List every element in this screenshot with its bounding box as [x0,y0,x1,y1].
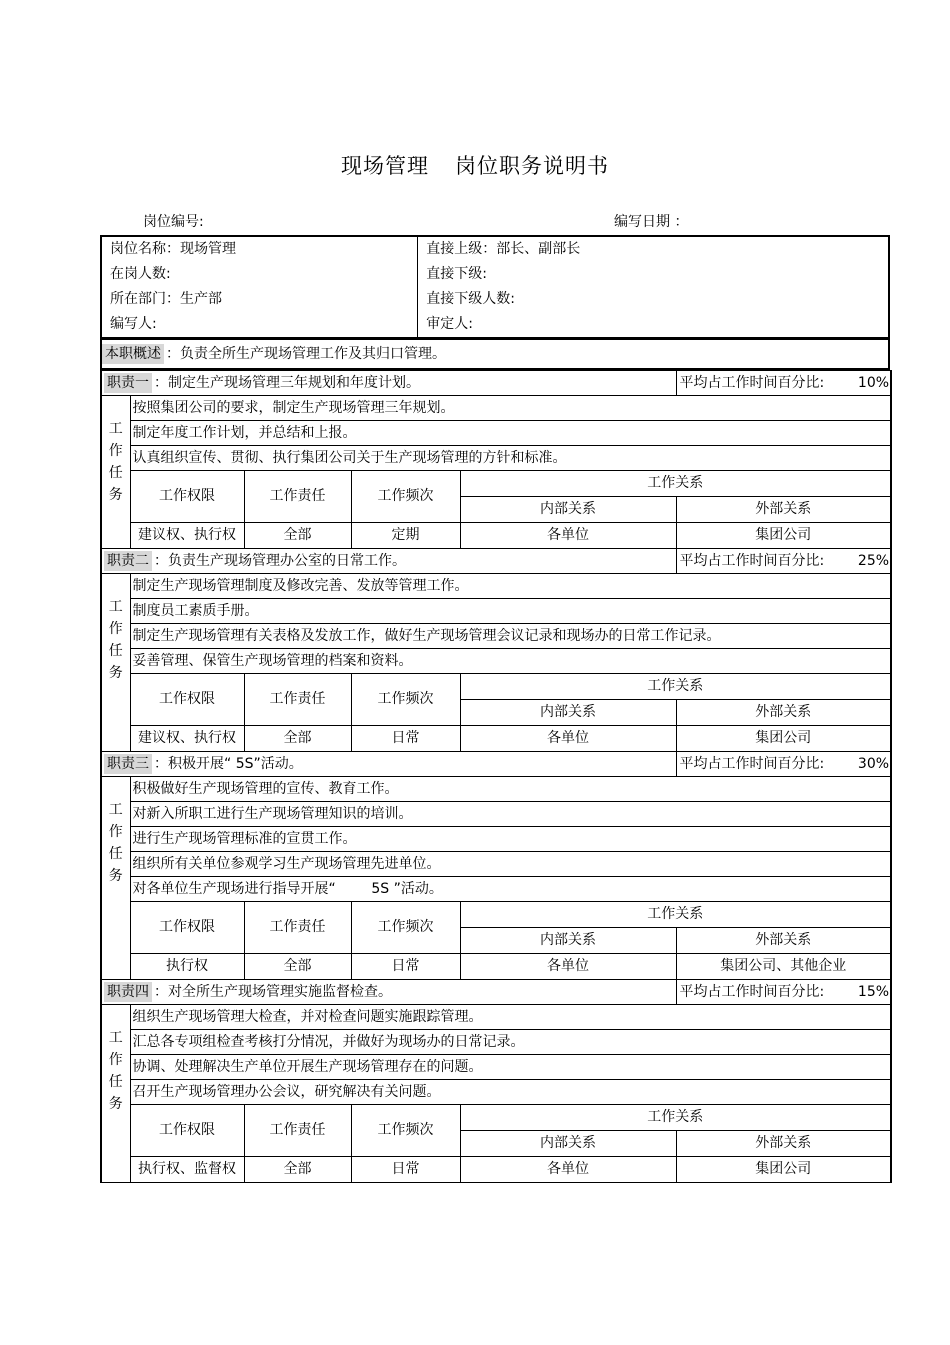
authority-value: 执行权 [130,954,244,980]
external-value: 集团公司、其他企业 [676,954,891,980]
pct-value: 25% [857,553,890,569]
task-text: 制定生产现场管理制度及修改完善、发放等管理工作。 [130,574,891,599]
external-header: 外部关系 [676,497,891,523]
task-text: 召开生产现场管理办公会议，研究解决有关问题。 [130,1080,891,1105]
task-row [101,649,891,674]
task-row [101,852,891,877]
duty-pct-cell [676,371,891,396]
task-text: 制定生产现场管理有关表格及发放工作，做好生产现场管理会议记录和现场办的日常工作记录。 [130,624,891,649]
relation-header-row [101,1105,891,1131]
task-label-char: 工 [108,599,123,615]
task-text: 制定年度工作计划，并总结和上报。 [130,421,891,446]
department: 所在部门：生产部 [110,291,222,307]
task-label-char: 工 [108,1030,123,1046]
summary-text: ：负责全所生产现场管理工作及其归口管理。 [166,346,446,362]
internal-header: 内部关系 [460,928,676,954]
info-left-column [101,236,418,338]
external-value: 集团公司 [676,523,891,549]
responsibility-header: 工作责任 [244,674,351,726]
task-row [101,777,891,802]
duty-header-row [101,549,891,574]
authority-header: 工作权限 [130,1105,244,1157]
authority-value: 建议权、执行权 [130,523,244,549]
task-row [101,877,891,902]
summary-label: 本职概述 [102,344,164,364]
task-text: 组织所有关单位参观学习生产现场管理先进单位。 [130,852,891,877]
relation-value-row [101,726,891,752]
frequency-value: 日常 [351,954,460,980]
relation-header-row [101,471,891,497]
task-label-char: 作 [108,443,123,459]
task-label-char: 务 [108,487,123,503]
pct-label: 平均占工作时间百分比: [679,984,825,1000]
task-text: 妥善管理、保管生产现场管理的档案和资料。 [130,649,891,674]
pct-value: 30% [857,756,890,772]
task-text: 按照集团公司的要求，制定生产现场管理三年规划。 [130,396,891,421]
direct-subordinates: 直接下级: [426,266,488,282]
external-header: 外部关系 [676,928,891,954]
duty-header-row [101,371,891,396]
task-label-char: 作 [108,1052,123,1068]
task-text: 汇总各专项组检查考核打分情况，并做好为现场办的日常记录。 [130,1030,891,1055]
internal-value: 各单位 [460,1157,676,1183]
duty-title: ：积极开展“ 5S”活动。 [154,756,303,772]
duty-title: ：对全所生产现场管理实施监督检查。 [154,984,392,1000]
task-text: 对新入所职工进行生产现场管理知识的培训。 [130,802,891,827]
task-text: 认真组织宣传、贯彻、执行集团公司关于生产现场管理的方针和标准。 [130,446,891,471]
task-label-char: 务 [108,1096,123,1112]
pct-value: 10% [857,375,890,391]
task-text: 制度员工素质手册。 [130,599,891,624]
duty-title: ：制定生产现场管理三年规划和年度计划。 [154,375,420,391]
frequency-header: 工作频次 [351,471,460,523]
task-row [101,1030,891,1055]
internal-header: 内部关系 [460,497,676,523]
task-vertical-label [101,574,130,752]
duty-title-cell [101,752,676,777]
info-right-column [418,236,889,338]
responsibility-value: 全部 [244,726,351,752]
authority-value: 建议权、执行权 [130,726,244,752]
position-name: 岗位名称：现场管理 [110,241,236,257]
post-code-label: 岗位编号: [143,214,204,230]
relation-value-row [101,523,891,549]
task-row [101,599,891,624]
task-row [101,802,891,827]
relations-header: 工作关系 [460,902,891,928]
duty-label: 职责一 [104,373,152,393]
relation-header-row [101,902,891,928]
responsibility-header: 工作责任 [244,1105,351,1157]
pct-label: 平均占工作时间百分比: [679,375,825,391]
external-value: 集团公司 [676,1157,891,1183]
pct-label: 平均占工作时间百分比: [679,756,825,772]
task-label-char: 工 [108,802,123,818]
subordinate-count: 直接下级人数: [426,291,516,307]
relations-header: 工作关系 [460,674,891,700]
task-row [101,1005,891,1030]
task-label-char: 务 [108,665,123,681]
task-vertical-label [101,777,130,980]
duty-label: 职责四 [104,982,152,1002]
internal-value: 各单位 [460,726,676,752]
task-vertical-label [101,1005,130,1183]
responsibility-value: 全部 [244,954,351,980]
responsibility-value: 全部 [244,523,351,549]
reviewer: 审定人: [426,316,474,332]
frequency-value: 日常 [351,1157,460,1183]
task-text: 对各单位生产现场进行指导开展“ 5S ”活动。 [130,877,891,902]
duties-table [100,370,892,1183]
external-header: 外部关系 [676,1131,891,1157]
relations-header: 工作关系 [460,471,891,497]
frequency-value: 日常 [351,726,460,752]
task-row [101,446,891,471]
task-vertical-label [101,396,130,549]
headcount: 在岗人数: [110,266,171,282]
internal-header: 内部关系 [460,1131,676,1157]
task-label-char: 任 [108,846,123,862]
duty-pct-cell [676,549,891,574]
task-text: 组织生产现场管理大检查，并对检查问题实施跟踪管理。 [130,1005,891,1030]
responsibility-header: 工作责任 [244,471,351,523]
task-label-char: 作 [108,824,123,840]
external-value: 集团公司 [676,726,891,752]
duty-pct-cell [676,980,891,1005]
duty-title: ：负责生产现场管理办公室的日常工作。 [154,553,406,569]
relation-header-row [101,674,891,700]
task-label-char: 工 [108,421,123,437]
relation-value-row [101,954,891,980]
frequency-header: 工作频次 [351,674,460,726]
frequency-header: 工作频次 [351,902,460,954]
task-text: 进行生产现场管理标准的宣贯工作。 [130,827,891,852]
task-text: 协调、处理解决生产单位开展生产现场管理存在的问题。 [130,1055,891,1080]
position-info-table [100,235,890,339]
task-row [101,574,891,599]
title-part2: 岗位职务说明书 [455,154,609,178]
frequency-value: 定期 [351,523,460,549]
duty-label: 职责二 [104,551,152,571]
authority-header: 工作权限 [130,674,244,726]
duty-label: 职责三 [104,754,152,774]
relation-value-row [101,1157,891,1183]
task-label-char: 任 [108,1074,123,1090]
duty-header-row [101,980,891,1005]
date-label: 编写日期 ： [614,214,689,230]
author: 编写人: [110,316,157,332]
duty-title-cell [101,371,676,396]
duty-title-cell [101,549,676,574]
task-row [101,1055,891,1080]
title-part1: 现场管理 [341,154,429,178]
job-summary [100,338,890,370]
pct-label: 平均占工作时间百分比: [679,553,825,569]
responsibility-header: 工作责任 [244,902,351,954]
task-label-char: 务 [108,868,123,884]
duty-pct-cell [676,752,891,777]
authority-value: 执行权、监督权 [130,1157,244,1183]
relations-header: 工作关系 [460,1105,891,1131]
authority-header: 工作权限 [130,902,244,954]
task-label-char: 作 [108,621,123,637]
internal-header: 内部关系 [460,700,676,726]
task-row [101,396,891,421]
duty-header-row [101,752,891,777]
task-text: 积极做好生产现场管理的宣传、教育工作。 [130,777,891,802]
pct-value: 15% [857,984,890,1000]
task-label-char: 任 [108,643,123,659]
duty-title-cell [101,980,676,1005]
page-title [0,150,950,180]
task-row [101,1080,891,1105]
authority-header: 工作权限 [130,471,244,523]
task-row [101,624,891,649]
task-label-char: 任 [108,465,123,481]
frequency-header: 工作频次 [351,1105,460,1157]
direct-superior: 直接上级：部长、副部长 [426,241,581,257]
task-row [101,827,891,852]
internal-value: 各单位 [460,954,676,980]
task-row [101,421,891,446]
internal-value: 各单位 [460,523,676,549]
responsibility-value: 全部 [244,1157,351,1183]
external-header: 外部关系 [676,700,891,726]
